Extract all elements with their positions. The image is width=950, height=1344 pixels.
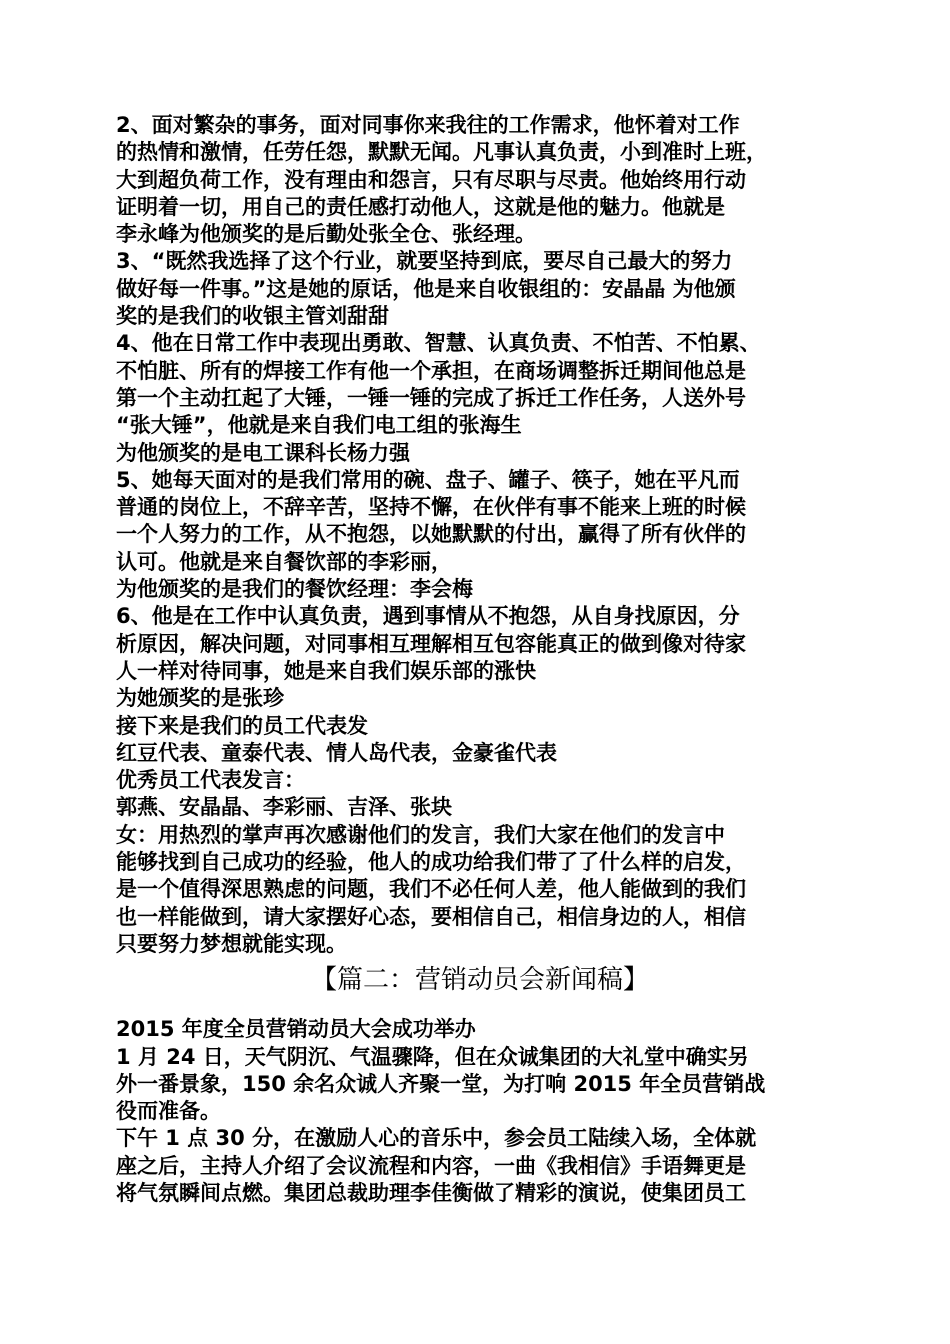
- text-line: 也一样能做到，请大家摆好心态，要相信自己，相信身边的人，相信: [116, 904, 746, 929]
- text-line: 的热情和激情，任劳任怨，默默无闻。凡事认真负责，小到准时上班，: [116, 140, 767, 165]
- text-line: 奖的是我们的收银主管刘甜甜: [116, 304, 389, 329]
- body-text-part2: [116, 1016, 844, 1207]
- text-line: 为她颁奖的是张珍: [116, 686, 284, 711]
- text-line: 红豆代表、童泰代表、情人岛代表，金豪雀代表: [116, 740, 557, 765]
- text-line: 女：用热烈的掌声再次感谢他们的发言，我们大家在他们的发言中: [116, 822, 725, 847]
- text-line: 为他颁奖的是我们的餐饮经理：李会梅: [116, 577, 473, 602]
- text-line: 役而准备。: [116, 1099, 221, 1124]
- text-line: 座之后，主持人介绍了会议流程和内容，一曲《我相信》手语舞更是: [116, 1153, 746, 1178]
- text-line: 析原因，解决问题，对同事相互理解相互包容能真正的做到像对待家: [116, 631, 746, 656]
- text-line: 为他颁奖的是电工课科长杨力强: [116, 440, 410, 465]
- text-line: 一个人努力的工作，从不抱怨，以她默默的付出，赢得了所有伙伴的: [116, 522, 746, 547]
- text-line: 能够找到自己成功的经验，他人的成功给我们带了了什么样的启发，: [116, 850, 746, 875]
- text-line: 下午 1 点 30 分，在激励人心的音乐中，参会员工陆续入场，全体就: [116, 1126, 757, 1151]
- text-line: 普通的岗位上，不辞辛苦，坚持不懈，在伙伴有事不能来上班的时候: [116, 495, 746, 520]
- text-line: 只要努力梦想就能实现。: [116, 931, 347, 956]
- section-heading: 【篇二：营销动员会新闻稿】: [310, 965, 649, 996]
- text-line: 外一番景象，150 余名众诚人齐聚一堂，为打响 2015 年全员营销战: [116, 1071, 766, 1096]
- text-line: 做好每一件事。”这是她的原话，他是来自收银组的：安晶晶 为他颁: [116, 276, 736, 301]
- text-line: 4、他在日常工作中表现出勇敢、智慧、认真负责、不怕苦、不怕累、: [116, 331, 761, 356]
- text-line: 将气氛瞬间点燃。集团总裁助理李佳衡做了精彩的演说，使集团员工: [116, 1180, 746, 1205]
- text-line: 第一个主动扛起了大锤，一锤一锤的完成了拆迁工作任务，人送外号: [116, 385, 746, 410]
- document-page: [116, 112, 844, 1207]
- text-line: “张大锤”，他就是来自我们电工组的张海生: [116, 413, 522, 438]
- text-line: 李永峰为他颁奖的是后勤处张全仓、张经理。: [116, 222, 536, 247]
- text-line: 郭燕、安晶晶、李彩丽、吉泽、张块: [116, 795, 452, 820]
- text-line: 2、面对繁杂的事务，面对同事你来我往的工作需求，他怀着对工作: [116, 113, 740, 137]
- text-line: 不怕脏、所有的焊接工作有他一个承担，在商场调整拆迁期间他总是: [116, 358, 746, 383]
- body-text-part1: [116, 112, 844, 958]
- text-line: 6、他是在工作中认真负责，遇到事情从不抱怨，从自身找原因，分: [116, 604, 740, 629]
- text-line: 认可。他就是来自餐饮部的李彩丽，: [116, 549, 452, 574]
- text-line: 5、她每天面对的是我们常用的碗、盘子、罐子、筷子，她在平凡而: [116, 467, 740, 492]
- text-line: 是一个值得深思熟虑的问题，我们不必任何人差，他人能做到的我们: [116, 877, 746, 902]
- text-line: 接下来是我们的员工代表发: [116, 713, 368, 738]
- text-line: 人一样对待同事，她是来自我们娱乐部的涨快: [116, 658, 536, 683]
- text-line: 大到超负荷工作，没有理由和怨言，只有尽职与尽责。他始终用行动: [116, 167, 746, 192]
- text-line: 证明着一切，用自己的责任感打动他人，这就是他的魅力。他就是: [116, 194, 725, 219]
- text-line: 2015 年度全员营销动员大会成功举办: [116, 1017, 476, 1042]
- text-line: 3、“既然我选择了这个行业，就要坚持到底，要尽自己最大的努力: [116, 249, 733, 274]
- text-line: 1 月 24 日，天气阴沉、气温骤降，但在众诚集团的大礼堂中确实另: [116, 1044, 749, 1069]
- text-line: 优秀员工代表发言：: [116, 768, 305, 793]
